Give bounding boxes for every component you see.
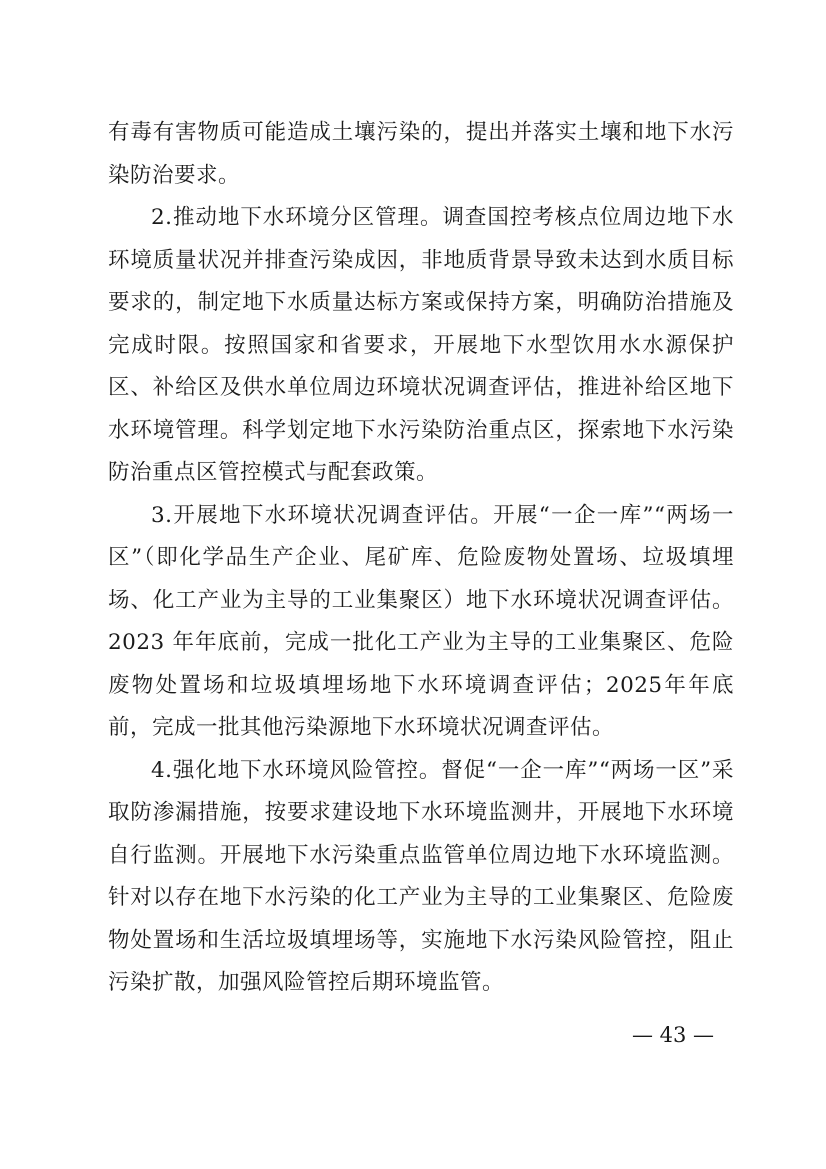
paragraph-item-2: 2.推动地下水环境分区管理。调查国控考核点位周边地下水环境质量状况并排查污染成因，非地质背景导致未达到水质目标要求的，制定地下水质量达标方案或保持方案，明确防治措施及完成时限。按照国家和省要求，开展地下水型饮用水水源保护区、补给区及供水单位周边环境状况调查评估，推进补给区地下水环境管理。科学划定地下水污染防治重点区，探索地下水污染防治重点区管控模式与配套政策。	[108, 205, 734, 485]
paragraph-continuation: 有毒有害物质可能造成土壤污染的，提出并落实土壤和地下水污染防治要求。	[108, 120, 734, 188]
paragraph-item-3: 3.开展地下水环境状况调查评估。开展“一企一库”“两场一区”（即化学品生产企业、尾矿库、危险废物处置场、垃圾填埋场、化工产业为主导的工业集聚区）地下水环境状况调查评估。2023 年年底前，完成一批化工产业为主导的工业集聚区、危险废物处置场和垃圾填埋场地下水环境调查评估；2025年年底前，完成一批其他污染源地下水环境状况调查评估。	[108, 502, 734, 740]
paragraph-item-4: 4.强化地下水环境风险管控。督促“一企一库”“两场一区”采取防渗漏措施，按要求建设地下水环境监测井，开展地下水环境自行监测。开展地下水污染重点监管单位周边地下水环境监测。针对以存在地下水污染的化工产业为主导的工业集聚区、危险废物处置场和生活垃圾填埋场等，实施地下水污染风险管控，阻止污染扩散，加强风险管控后期环境监管。	[108, 757, 734, 995]
page-number: — 43 —	[631, 1023, 715, 1047]
document-body	[108, 112, 734, 1005]
